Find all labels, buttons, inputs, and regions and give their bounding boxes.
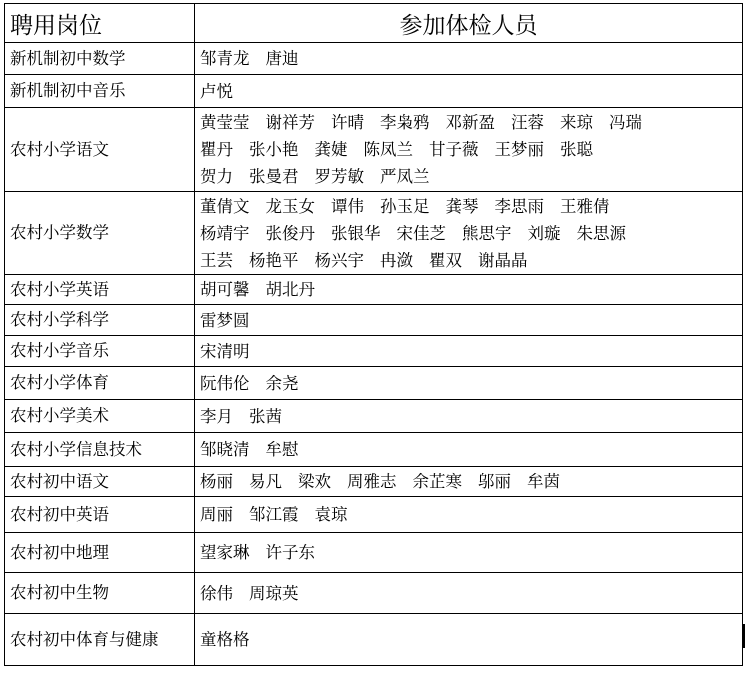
person-name: 张俊丹 <box>265 223 315 243</box>
post-column-header: 聘用岗位 <box>5 4 195 43</box>
person-name: 徐伟 <box>200 583 233 603</box>
person-name: 杨丽 <box>200 472 233 491</box>
person-name: 牟茵 <box>527 472 560 491</box>
post-cell: 农村小学美术 <box>5 400 195 433</box>
person-name: 李思雨 <box>494 196 544 216</box>
persons-cell <box>195 192 743 275</box>
person-name: 周琼英 <box>249 583 299 603</box>
persons-cell <box>195 533 743 573</box>
table-row <box>5 367 743 400</box>
person-name: 孙玉足 <box>380 196 430 216</box>
person-name: 罗芳敏 <box>314 167 364 186</box>
person-name: 龚婕 <box>314 140 348 159</box>
person-name: 甘子薇 <box>429 140 479 159</box>
table-row <box>5 467 743 497</box>
persons-cell <box>195 497 743 533</box>
table-row <box>5 433 743 467</box>
table-row <box>5 108 743 192</box>
person-name: 来琼 <box>560 113 593 132</box>
names-line <box>200 370 737 397</box>
person-name: 瞿双 <box>429 250 462 270</box>
person-name: 邹江霞 <box>249 505 299 524</box>
person-name: 汪蓉 <box>511 113 544 132</box>
person-name: 张茜 <box>249 406 282 426</box>
persons-column-header: 参加体检人员 <box>195 4 743 43</box>
names-line <box>200 109 737 136</box>
person-name: 杨艳平 <box>249 250 299 270</box>
persons-cell <box>195 573 743 614</box>
person-name: 谢晶晶 <box>478 250 528 270</box>
person-name: 邬丽 <box>478 472 511 491</box>
person-name: 龙玉女 <box>265 196 315 216</box>
person-name: 冉潋 <box>380 250 413 270</box>
persons-cell <box>195 336 743 367</box>
person-name: 严凤兰 <box>380 167 430 186</box>
person-name: 雷梦圆 <box>200 310 250 330</box>
names-line <box>200 276 737 303</box>
person-name: 梁欢 <box>298 472 331 491</box>
person-name: 张曼君 <box>249 167 299 186</box>
persons-cell <box>195 614 743 666</box>
post-cell: 新机制初中音乐 <box>5 75 195 108</box>
person-name: 陈凤兰 <box>363 140 413 159</box>
person-name: 童格格 <box>200 630 250 649</box>
table-row <box>5 43 743 75</box>
post-cell: 农村小学体育 <box>5 367 195 400</box>
persons-cell <box>195 305 743 336</box>
person-name: 周雅志 <box>347 472 397 491</box>
person-name: 李月 <box>200 406 233 426</box>
person-name: 王芸 <box>200 250 233 270</box>
person-name: 张聪 <box>560 140 593 159</box>
person-name: 朱思源 <box>576 223 626 243</box>
table-row <box>5 75 743 108</box>
names-line <box>200 501 737 528</box>
names-line <box>200 539 737 566</box>
person-name: 王梦丽 <box>494 140 544 159</box>
post-cell: 农村初中英语 <box>5 497 195 533</box>
persons-cell <box>195 400 743 433</box>
post-cell: 农村小学信息技术 <box>5 433 195 467</box>
post-cell: 新机制初中数学 <box>5 43 195 75</box>
medical-exam-roster-table <box>4 3 743 666</box>
person-name: 李枭鸦 <box>380 113 430 132</box>
table-row <box>5 400 743 433</box>
names-line <box>200 163 737 190</box>
person-name: 邹青龙 <box>200 49 250 68</box>
header-row <box>5 4 743 43</box>
person-name: 余尧 <box>265 373 299 393</box>
persons-cell <box>195 43 743 75</box>
person-name: 周丽 <box>200 505 233 524</box>
names-line <box>200 403 737 430</box>
names-line <box>200 307 737 334</box>
post-cell: 农村小学数学 <box>5 192 195 275</box>
post-cell: 农村小学英语 <box>5 275 195 305</box>
person-name: 张银华 <box>331 223 381 243</box>
person-name: 谢祥芳 <box>265 113 315 132</box>
table-row <box>5 573 743 614</box>
persons-cell <box>195 275 743 305</box>
person-name: 袁琼 <box>314 505 348 524</box>
person-name: 许晴 <box>331 113 364 132</box>
person-name: 黄莹莹 <box>200 113 250 132</box>
roster-body <box>5 43 743 666</box>
table-row <box>5 275 743 305</box>
person-name: 唐迪 <box>265 49 299 68</box>
person-name: 杨靖宇 <box>200 223 250 243</box>
table-row <box>5 497 743 533</box>
names-line <box>200 45 737 72</box>
person-name: 余芷寒 <box>412 472 462 491</box>
table-row <box>5 336 743 367</box>
person-name: 邹晓清 <box>200 440 250 459</box>
post-cell: 农村小学科学 <box>5 305 195 336</box>
person-name: 杨兴宇 <box>314 250 364 270</box>
person-name: 许子东 <box>265 543 315 562</box>
person-name: 刘璇 <box>527 223 561 243</box>
names-line <box>200 436 737 463</box>
table-row <box>5 305 743 336</box>
person-name: 宋佳芝 <box>396 223 446 243</box>
person-name: 龚琴 <box>445 196 479 216</box>
names-line <box>200 468 737 495</box>
names-line <box>200 220 737 247</box>
person-name: 胡可馨 <box>200 280 250 299</box>
post-cell: 农村初中语文 <box>5 467 195 497</box>
person-name: 王雅倩 <box>560 196 610 216</box>
person-name: 易凡 <box>249 472 282 491</box>
table-row <box>5 192 743 275</box>
persons-cell <box>195 467 743 497</box>
person-name: 阮伟伦 <box>200 373 250 393</box>
person-name: 董倩文 <box>200 196 250 216</box>
post-cell: 农村小学音乐 <box>5 336 195 367</box>
names-line <box>200 580 737 607</box>
persons-cell <box>195 108 743 192</box>
persons-cell <box>195 75 743 108</box>
names-line <box>200 247 737 274</box>
persons-cell <box>195 433 743 467</box>
person-name: 谭伟 <box>331 196 364 216</box>
person-name: 牟慰 <box>265 440 299 459</box>
person-name: 贺力 <box>200 167 233 186</box>
person-name: 冯瑞 <box>609 113 642 132</box>
person-name: 宋清明 <box>200 341 250 361</box>
names-line <box>200 136 737 163</box>
post-cell: 农村小学语文 <box>5 108 195 192</box>
table-row <box>5 533 743 573</box>
persons-cell <box>195 367 743 400</box>
post-cell: 农村初中生物 <box>5 573 195 614</box>
person-name: 邓新盈 <box>445 113 495 132</box>
table-row <box>5 614 743 666</box>
person-name: 胡北丹 <box>265 280 315 299</box>
names-line <box>200 338 737 365</box>
post-cell: 农村初中地理 <box>5 533 195 573</box>
person-name: 卢悦 <box>200 81 233 101</box>
person-name: 瞿丹 <box>200 140 233 159</box>
post-cell: 农村初中体育与健康 <box>5 614 195 666</box>
text-cursor <box>743 624 745 648</box>
names-line <box>200 193 737 220</box>
names-line <box>200 78 737 105</box>
names-line <box>200 626 737 653</box>
person-name: 张小艳 <box>249 140 299 159</box>
person-name: 熊思宇 <box>462 223 512 243</box>
person-name: 望家琳 <box>200 543 250 562</box>
